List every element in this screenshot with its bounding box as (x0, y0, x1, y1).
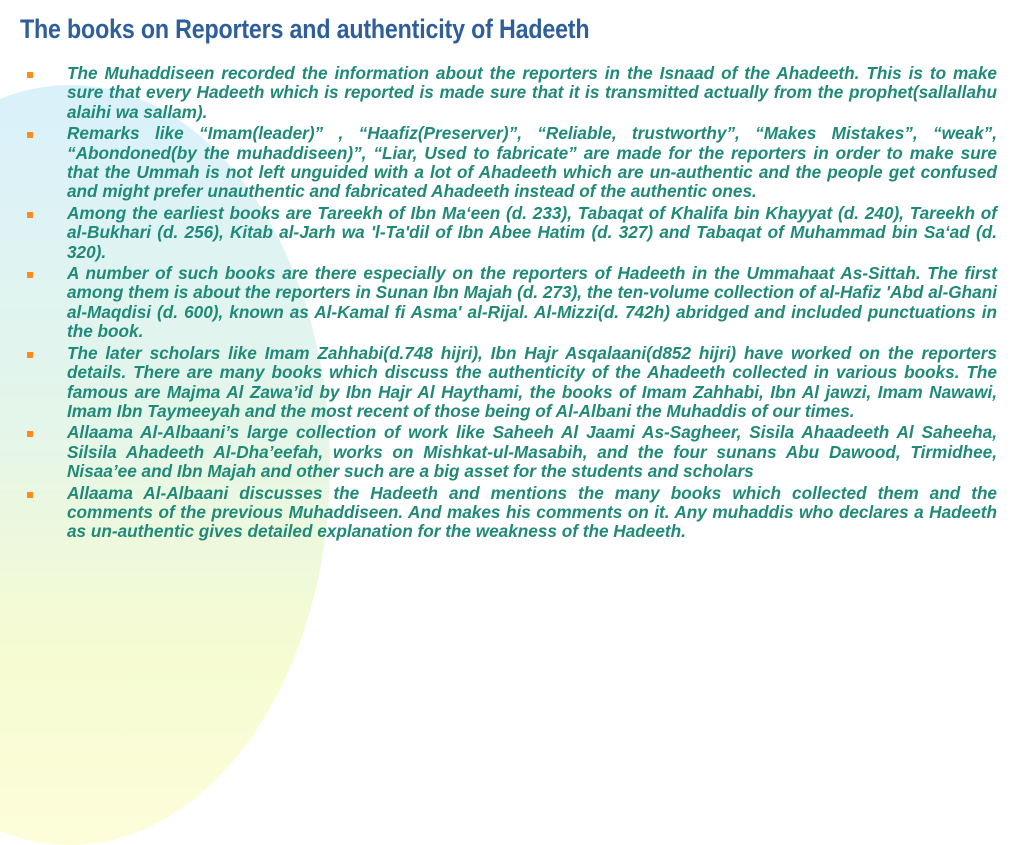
bullet-text: The later scholars like Imam Zahhabi(d.748 hijri), Ibn Hajr Asqalaani(d852 hijri) have worked on the reporters details. There are many books which discuss the authenticity of the Ahadeeth collected in various books. The famous are Majma Al Zawa’id by Ibn Hajr Al Haythami, the books of Imam Zahhabi, Ibn Al jawzi, Imam Nawawi, Imam Ibn Taymeeyah and the most recent of those being of Al-Albani the Muhaddis of our times. (67, 342, 997, 421)
bullet-text: Among the earliest books are Tareekh of Ibn Ma‘een (d. 233), Tabaqat of Khalifa bin Khayyat (d. 240), Tareekh of al-Bukhari (d. 256), Kitab al-Jarh wa 'l-Ta'dil of Ibn Abee Hatim (d. 327) and Tabaqat of Muhammad bin Sa‘ad (d. 320). (67, 202, 997, 262)
list-item (27, 64, 997, 122)
square-bullet-icon (27, 132, 33, 138)
square-bullet-icon (27, 272, 33, 278)
bullet-text: The Muhaddiseen recorded the information about the reporters in the Isnaad of the Ahadeeth. This is to make sure that every Hadeeth which is reported is made sure that it is transmitted actually from the prophet(sallallahu alaihi wa sallam). (67, 63, 997, 122)
list-item (27, 204, 997, 262)
list-item (27, 423, 997, 481)
bullet-text: Allaama Al-Albaani’s large collection of work like Saheeh Al Jaami As-Sagheer, Sisila Ahaadeeth Al Saheeha, Silsila Ahadeeth Al-Dha’eefah, works on Mishkat-ul-Masabih, and the four sunans Abu Dawood, Tirmidhee, Nisaa’ee and Ibn Majah and other such are a big asset for the students and scholars (67, 422, 997, 482)
bullet-text: Remarks like “Imam(leader)” , “Haafiz(Preserver)”, “Reliable, trustworthy”, “Makes Mistakes”, “weak”, “Abondoned(by the muhaddiseen)”, “Liar, Used to fabricate” are made for the reporters in order to make sure that the Ummah is not left unguided with a lot of Ahadeeth which are un-authentic and the people get confused and might prefer unauthentic and fabricated Ahadeeth instead of the authentic ones. (67, 123, 997, 202)
list-item (27, 484, 997, 542)
list-item (27, 344, 997, 422)
bullet-text: A number of such books are there especially on the reporters of Hadeeth in the Ummahaat As-Sittah. The first among them is about the reporters in Sunan Ibn Majah (d. 273), the ten-volume collection of al-Hafiz 'Abd al-Ghani al-Maqdisi (d. 600), known as Al-Kamal fi Asma' al-Rijal. Al-Mizzi(d. 742h) abridged and included punctuations in the book. (67, 263, 997, 342)
square-bullet-icon (27, 72, 33, 78)
slide-title: The books on Reporters and authenticity of Hadeeth (20, 14, 590, 44)
square-bullet-icon (27, 492, 33, 498)
square-bullet-icon (27, 431, 33, 437)
list-item (27, 124, 997, 202)
square-bullet-icon (27, 212, 33, 218)
bullet-text: Allaama Al-Albaani discusses the Hadeeth and mentions the many books which collected them and the comments of the previous Muhaddiseen. And makes his comments on it. Any muhaddis who declares a Hadeeth as un-authentic gives detailed explanation for the weakness of the Hadeeth. (67, 482, 997, 542)
square-bullet-icon (27, 352, 33, 358)
list-item (27, 264, 997, 342)
bullet-list (27, 64, 997, 544)
